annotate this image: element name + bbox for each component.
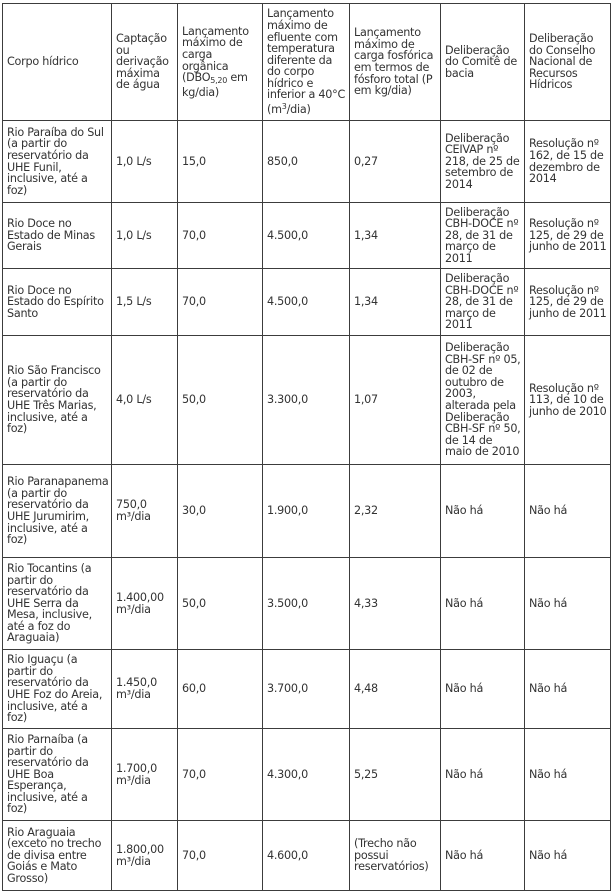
cell-captacao: 1,5 L/s [112,269,178,336]
cell-comite: Deliberação CBH-SF nº 05, de 02 de outubro de 2003, alterada pela Deliberação CBH-SF nº 50, de 14 de maio de 2010 [441,336,525,465]
cell-temperatura: 4.600,0 [263,821,350,891]
cell-fosforo: 1,34 [350,269,441,336]
table-row [3,729,611,821]
cell-cnrh: Resolução nº 125, de 29 de junho de 2011 [525,203,611,269]
cell-temperatura: 3.500,0 [263,558,350,650]
cell-comite: Não há [441,821,525,891]
cell-captacao: 4,0 L/s [112,336,178,465]
header-temperatura: Lançamento máximo de efluente com temperatura diferente da do corpo hídrico e inferior a 40°C $(m^3/dia)$ [263,4,350,121]
cell-cnrh: Não há [525,821,611,891]
cell-organica: 60,0 [178,650,263,729]
cell-captacao: 1.400,00 m³/dia [112,558,178,650]
cell-body: Rio Paraíba do Sul (a partir do reservatório da UHE Funil, inclusive, até a foz) [3,121,112,203]
cell-body: Rio Iguaçu (a partir do reservatório da UHE Foz do Areia, inclusive, até a foz) [3,650,112,729]
cell-fosforo: 4,33 [350,558,441,650]
cell-organica: 70,0 [178,203,263,269]
cell-comite: Deliberação CBH-DOCE nº 28, de 31 de março de 2011 [441,269,525,336]
cell-fosforo: 2,32 [350,465,441,558]
cell-fosforo: 4,48 [350,650,441,729]
cell-captacao: 1,0 L/s [112,203,178,269]
cell-body: Rio São Francisco (a partir do reservatório da UHE Três Marias, inclusive, até a foz) [3,336,112,465]
cell-comite: Não há [441,465,525,558]
cell-temperatura: 4.500,0 [263,269,350,336]
cell-captacao: 1,0 L/s [112,121,178,203]
cell-body: Rio Paranapanema (a partir do reservatório da UHE Jurumirim, inclusive, até a foz) [3,465,112,558]
cell-organica: 70,0 [178,269,263,336]
cell-organica: 30,0 [178,465,263,558]
cell-organica: 50,0 [178,558,263,650]
cell-fosforo: 0,27 [350,121,441,203]
table-row [3,465,611,558]
cell-organica: 50,0 [178,336,263,465]
header-fosforo: Lançamento máximo de carga fosfórica em termos de fósforo total (P em kg/dia) [350,4,441,121]
cell-temperatura: 3.700,0 [263,650,350,729]
cell-organica: 70,0 [178,729,263,821]
cell-organica: 15,0 [178,121,263,203]
header-cnrh: Deliberação do Conselho Nacional de Recursos Hídricos [525,4,611,121]
cell-cnrh: Não há [525,729,611,821]
cell-fosforo: (Trecho não possui reservatórios) [350,821,441,891]
table-row [3,269,611,336]
cell-body: Rio Araguaia (exceto no trecho de divisa entre Goiás e Mato Grosso) [3,821,112,891]
cell-temperatura: 4.500,0 [263,203,350,269]
cell-comite: Não há [441,558,525,650]
cell-comite: Deliberação CBH-DOCE nº 28, de 31 de março de 2011 [441,203,525,269]
table-row [3,336,611,465]
cell-comite: Deliberação CEIVAP nº 218, de 25 de setembro de 2014 [441,121,525,203]
cell-body: Rio Parnaíba (a partir do reservatório da UHE Boa Esperança, inclusive, até a foz) [3,729,112,821]
cell-fosforo: 1,34 [350,203,441,269]
cell-temperatura: 3.300,0 [263,336,350,465]
cell-body: Rio Doce no Estado de Minas Gerais [3,203,112,269]
table-row [3,821,611,891]
outorga-limits-table [2,3,611,891]
cell-fosforo: 5,25 [350,729,441,821]
table-row [3,558,611,650]
cell-captacao: 1.450,0 m³/dia [112,650,178,729]
table-row [3,650,611,729]
cell-captacao: 750,0 m³/dia [112,465,178,558]
cell-temperatura: 850,0 [263,121,350,203]
table-row [3,203,611,269]
cell-temperatura: 4.300,0 [263,729,350,821]
header-carga-organica: Lançamento máximo de carga orgânica ($DBO_{5,20}$ em kg/dia) [178,4,263,121]
cell-cnrh: Não há [525,465,611,558]
header-comite: Deliberação do Comitê de bacia [441,4,525,121]
header-corpo-hidrico: Corpo hídrico [3,4,112,121]
cell-comite: Não há [441,729,525,821]
cell-temperatura: 1.900,0 [263,465,350,558]
cell-cnrh: Resolução nº 162, de 15 de dezembro de 2014 [525,121,611,203]
cell-body: Rio Tocantins (a partir do reservatório da UHE Serra da Mesa, inclusive, até a foz do Araguaia) [3,558,112,650]
cell-captacao: 1.800,00 m³/dia [112,821,178,891]
cell-body: Rio Doce no Estado do Espírito Santo [3,269,112,336]
table-row [3,121,611,203]
header-row [3,4,611,121]
header-captacao: Captação ou derivação máxima de água [112,4,178,121]
cell-cnrh: Não há [525,650,611,729]
cell-cnrh: Não há [525,558,611,650]
cell-fosforo: 1,07 [350,336,441,465]
cell-cnrh: Resolução nº 113, de 10 de junho de 2010 [525,336,611,465]
cell-comite: Não há [441,650,525,729]
cell-organica: 70,0 [178,821,263,891]
cell-cnrh: Resolução nº 125, de 29 de junho de 2011 [525,269,611,336]
cell-captacao: 1.700,0 m³/dia [112,729,178,821]
